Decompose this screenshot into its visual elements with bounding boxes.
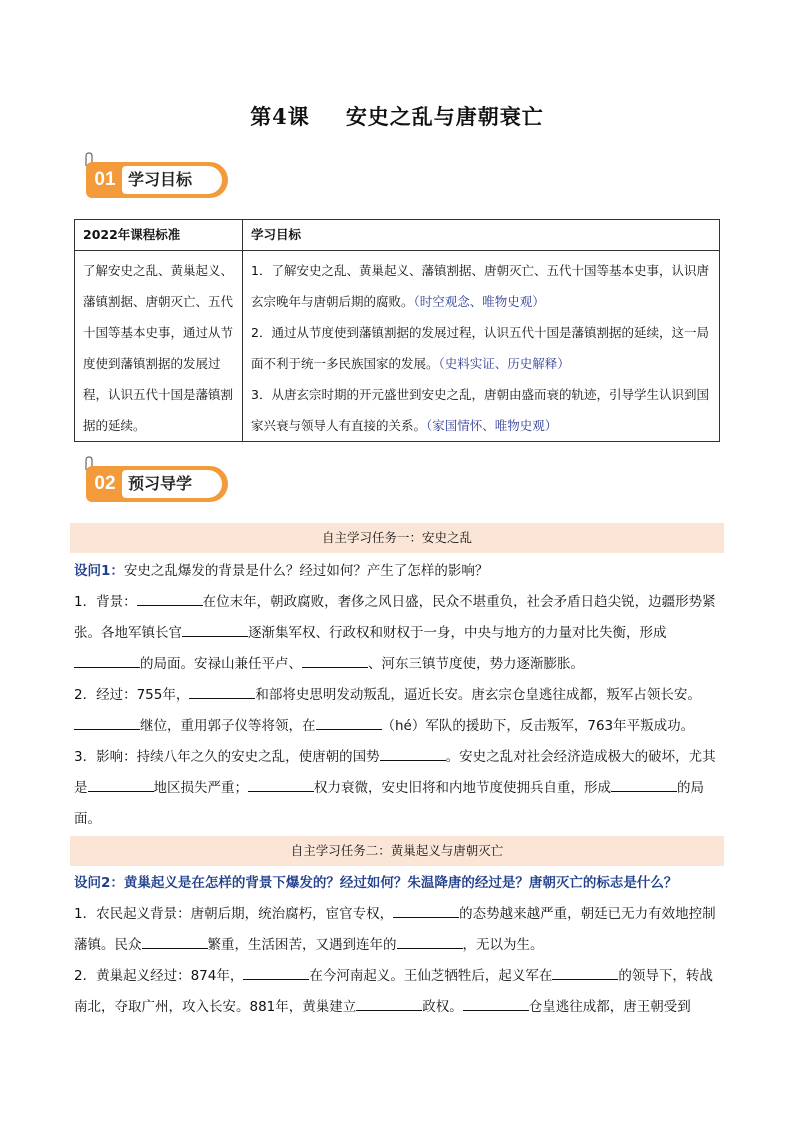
task-heading: 自主学习任务一：安史之乱 [70,523,724,553]
fill-blank[interactable] [611,777,677,792]
lesson-number: 第4课 [250,104,310,129]
fill-blank[interactable] [356,996,422,1011]
lesson-name: 安史之乱与唐朝衰亡 [345,104,544,129]
section-number: 01 [94,169,116,190]
task-heading: 自主学习任务二：黄巢起义与唐朝灭亡 [70,836,724,866]
curriculum-standard: 了解安史之乱、黄巢起义、藩镇割据、唐朝灭亡、五代十国等基本史事，通过从节度使到藩镇割据的发展过程，认识五代十国是藩镇割据的延续。 [75,251,243,442]
literacy-tag: （时空观念、唯物史观） [413,294,545,309]
fill-blank[interactable] [189,684,255,699]
fill-blank[interactable] [463,996,529,1011]
objectives-table [74,219,720,442]
learning-goals: 1．了解安史之乱、黄巢起义、藩镇割据、唐朝灭亡、五代十国等基本史事，认识唐玄宗晚年与唐朝后期的腐败。（时空观念、唯物史观） 2．通过从节度使到藩镇割据的发展过程，认识五代十国是藩镇割据的延续，这一局面不利于统一多民族国家的发展。（史料实证、历史解释） 3．从唐玄宗时期的开元盛世到安史之乱，唐朝由盛而衰的轨迹，引导学生认识到国家兴衰与领导人有直接的关系。（家国情怀、唯物史观） [243,251,720,442]
fill-blank[interactable] [88,777,154,792]
fill-blank[interactable] [74,653,140,668]
table-header-goals: 学习目标 [243,220,720,251]
fill-blank[interactable] [137,591,203,606]
fill-blank[interactable] [316,715,382,730]
fill-blank[interactable] [393,903,459,918]
table-header-standard: 2022年课程标准 [75,220,243,251]
paragraph-impact: 3．影响：持续八年之久的安史之乱，使唐朝的国势 。安史之乱对社会经济造成极大的破坏，尤其是 地区损失严重； 权力衰微，安史旧将和内地节度使拥兵自重，形成 的局面。 [74,742,724,835]
literacy-tag: （家国情怀、唯物史观） [426,418,558,433]
question: 设问2：黄巢起义是在怎样的背景下爆发的？经过如何？朱温降唐的经过是？唐朝灭亡的标志是什么？ [74,875,678,891]
paragraph-process: 2．经过：755年， 和部将史思明发动叛乱，逼近长安。唐玄宗仓皇逃往成都，叛军占领长安。 继位，重用郭子仪等将领，在 （hé）军队的援助下，反击叛军，763年平叛成功。 [74,680,724,742]
fill-blank[interactable] [248,777,314,792]
fill-blank[interactable] [243,965,309,980]
fill-blank[interactable] [380,746,446,761]
paragraph-uprising-background: 1．农民起义背景：唐朝后期，统治腐朽，宦官专权， 的态势越来越严重，朝廷已无力有效地控制藩镇。民众 繁重，生活困苦，又遇到连年的 ，无以为生。 [74,899,724,961]
section-badge-preview [82,456,232,504]
fill-blank[interactable] [74,715,140,730]
section-badge-objectives [82,152,232,200]
page-title [0,101,794,131]
fill-blank[interactable] [397,934,463,949]
paragraph-uprising-process: 2．黄巢起义经过：874年， 在今河南起义。王仙芝牺牲后，起义军在 的领导下，转战南北，夺取广州，攻入长安。881年，黄巢建立 政权。 仓皇逃往成都，唐王朝受到 [74,961,724,1023]
question: 设问1：安史之乱爆发的背景是什么？经过如何？产生了怎样的影响？ [74,563,489,579]
section-label: 学习目标 [128,170,193,189]
fill-blank[interactable] [552,965,618,980]
fill-blank[interactable] [182,622,248,637]
fill-blank[interactable] [142,934,208,949]
paragraph-background: 1．背景： 在位末年，朝政腐败，奢侈之风日盛，民众不堪重负，社会矛盾日趋尖锐，边疆形势紧张。各地军镇长官 逐渐集军权、行政权和财权于一身，中央与地方的力量对比失衡，形成 的局面。安禄山兼任平卢、 、河东三镇节度使，势力逐渐膨胀。 [74,587,724,680]
fill-blank[interactable] [302,653,368,668]
section-number: 02 [94,473,116,494]
section-label: 预习导学 [128,474,193,493]
literacy-tag: （史料实证、历史解释） [438,356,570,371]
